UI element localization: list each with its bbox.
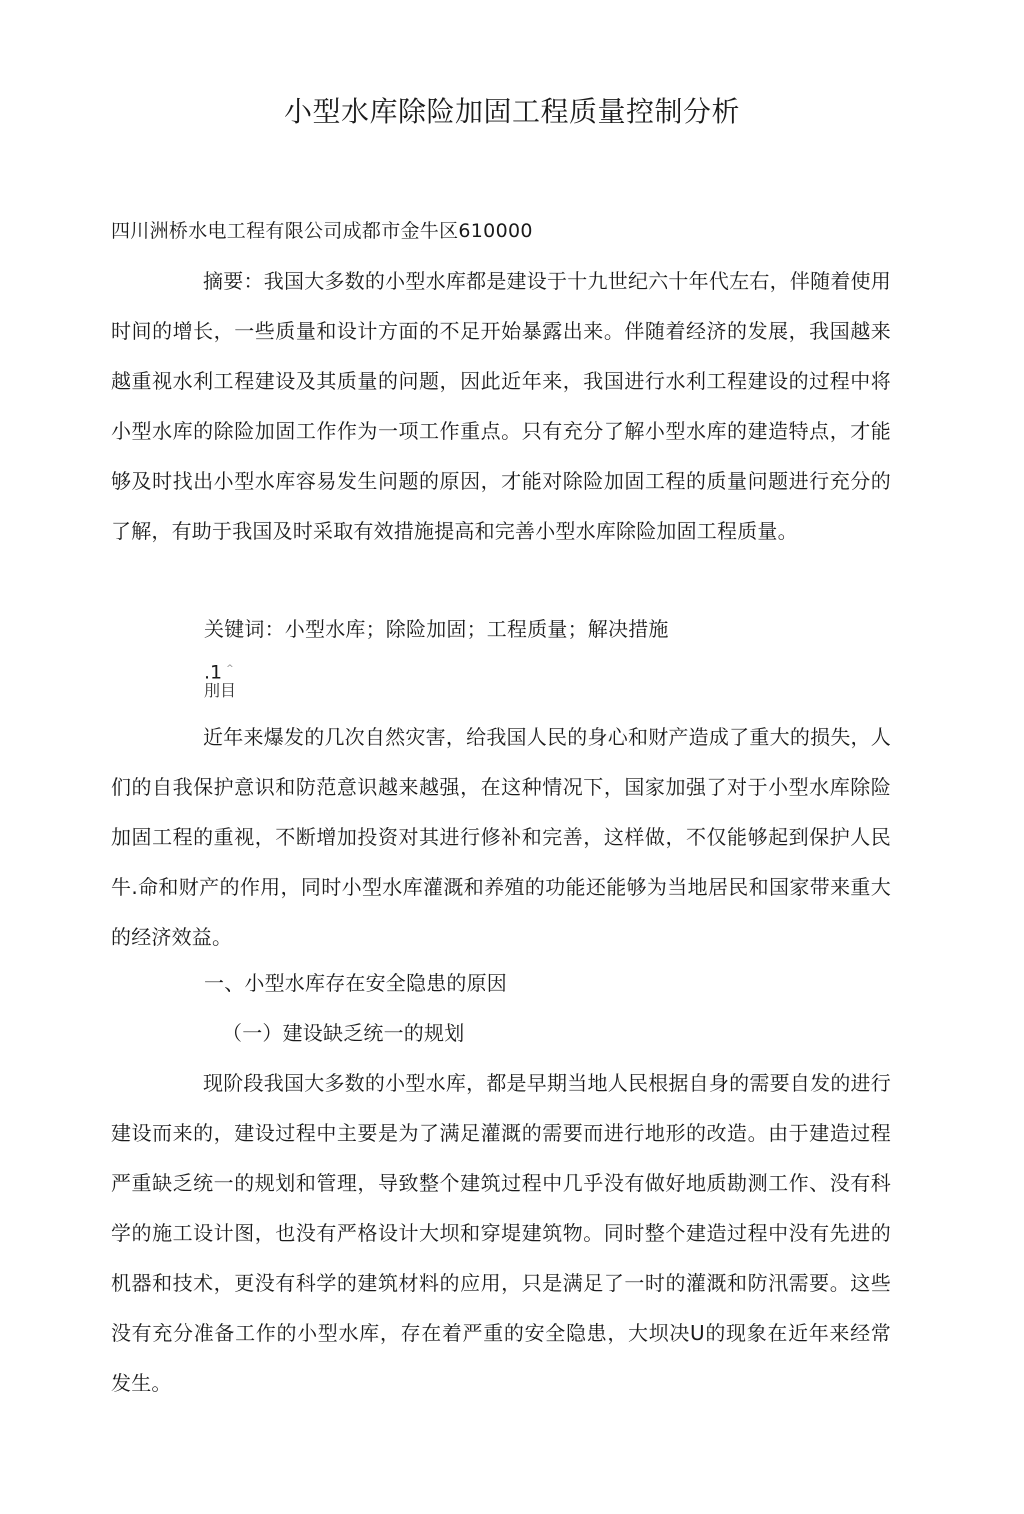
section-title: 刖目 bbox=[204, 681, 237, 700]
author-affiliation: 四川洲桥水电工程有限公司成都市金牛区610000 bbox=[111, 220, 533, 242]
heading-level2: （一）建设缺乏统一的规划 bbox=[222, 1021, 465, 1045]
document-title: 小型水库除险加固工程质量控制分析 bbox=[283, 95, 740, 128]
section-number-text: .1 bbox=[204, 661, 223, 684]
body-text: 现阶段我国大多数的小型水库，都是早期当地人民根据自身的需要自发的进行建设而来的，建设过程中主要是为了满足灌溉的需要而进行地形的改造。由于建造过程严重缺乏统一的规划和管理，导致整个建筑过程中几乎没有做好地质勘测工作、没有科学的施工设计图，也没有严格设计大坝和穿堤建筑物。同时整个建造过程中没有先进的机器和技术，更没有科学的建筑材料的应用，只是满足了一时的灌溉和防汛需要。这些没有充分准备工作的小型水库，存在着严重的安全隐患，大坝决U的现象在近年来经常发生。 bbox=[111, 1071, 891, 1395]
heading-level1: 一、小型水库存在安全隐患的原因 bbox=[204, 971, 507, 995]
body-paragraph bbox=[111, 1058, 891, 1408]
abstract-text: 摘要：我国大多数的小型水库都是建设于十九世纪六十年代左右，伴随着使用时间的增长，一些质量和设计方面的不足开始暴露出来。伴随着经济的发展，我国越来越重视水利工程建设及其质量的问题，因此近年来，我国进行水利工程建设的过程中将小型水库的除险加固工作作为一项工作重点。只有充分了解小型水库的建造特点，才能够及时找出小型水库容易发生问题的原因，才能对除险加固工程的质量问题进行充分的了解，有助于我国及时采取有效措施提高和完善小型水库除险加固工程质量。 bbox=[111, 269, 891, 543]
intro-text: 近年来爆发的几次自然灾害，给我国人民的身心和财产造成了重大的损失，人们的自我保护意识和防范意识越来越强，在这种情况下，国家加强了对于小型水库除险加固工程的重视，不断增加投资对其进行修补和完善，这样做，不仅能够起到保护人民牛.命和财产的作用，同时小型水库灌溉和养殖的功能还能够为当地居民和国家带来重大的经济效益。 bbox=[111, 725, 891, 949]
section-number-mark: ^ bbox=[226, 664, 234, 674]
abstract-paragraph bbox=[111, 256, 891, 556]
intro-paragraph bbox=[111, 712, 891, 962]
keywords-line: 关键词：小型水库；除险加固；工程质量；解决措施 bbox=[204, 617, 669, 641]
